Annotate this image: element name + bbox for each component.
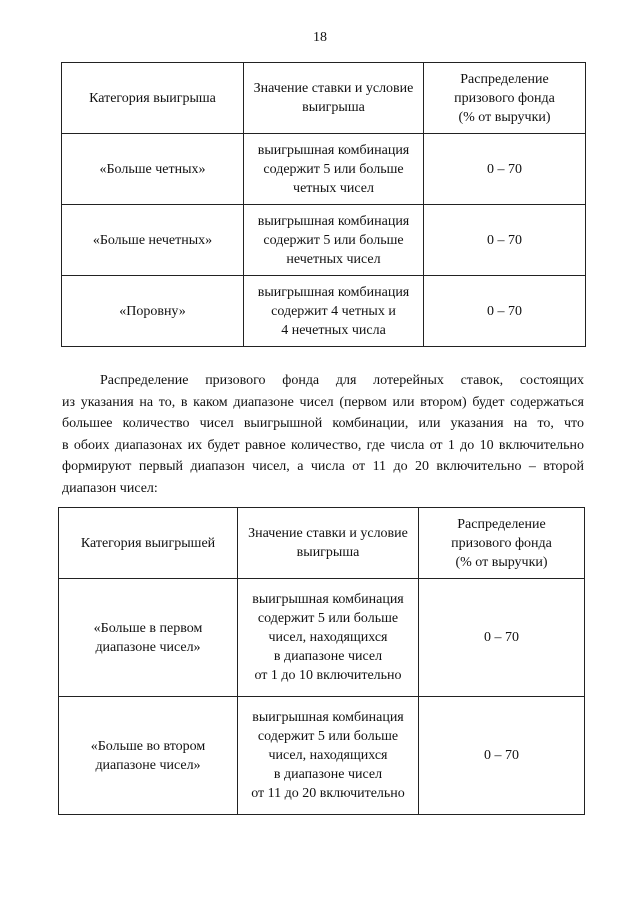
header-category: Категория выигрыша <box>62 63 244 134</box>
table-row <box>62 134 586 205</box>
category-cell: «Больше в первом диапазоне чисел» <box>59 579 238 697</box>
paragraph-line: в обоих диапазонах их будет равное количество, где числа от 1 до 10 включительно <box>62 437 584 453</box>
paragraph-line: из указания на то, в каком диапазоне чисел (первом или втором) будет содержаться <box>62 394 584 410</box>
paragraph-line: большее количество чисел выигрышной комбинации, или указания на то, что <box>62 416 584 431</box>
header-distribution: Распределение призового фонда (% от выручки) <box>419 508 585 579</box>
header-condition: Значение ставки и условие выигрыша <box>244 63 424 134</box>
header-condition: Значение ставки и условие выигрыша <box>238 508 419 579</box>
condition-cell: выигрышная комбинация содержит 5 или больше нечетных чисел <box>244 205 424 276</box>
header-category: Категория выигрышей <box>59 508 238 579</box>
category-cell: «Поровну» <box>62 276 244 347</box>
paragraph-line: диапазон чисел: <box>62 480 158 496</box>
prize-distribution-table-parity <box>61 62 586 347</box>
table-row <box>62 205 586 276</box>
category-cell: «Больше четных» <box>62 134 244 205</box>
distribution-cell: 0 – 70 <box>419 697 585 815</box>
condition-cell: выигрышная комбинация содержит 5 или больше четных чисел <box>244 134 424 205</box>
condition-cell: выигрышная комбинация содержит 5 или больше чисел, находящихся в диапазоне чисел от 11 до 20 включительно <box>238 697 419 815</box>
table-header-row <box>59 508 585 579</box>
distribution-cell: 0 – 70 <box>424 134 586 205</box>
condition-cell: выигрышная комбинация содержит 4 четных и 4 нечетных числа <box>244 276 424 347</box>
category-cell: «Больше во втором диапазоне чисел» <box>59 697 238 815</box>
table-row <box>59 579 585 697</box>
paragraph-line: формируют первый диапазон чисел, а числа от 11 до 20 включительно – второй <box>62 459 584 474</box>
body-paragraph <box>62 370 584 499</box>
distribution-cell: 0 – 70 <box>424 276 586 347</box>
distribution-cell: 0 – 70 <box>419 579 585 697</box>
category-cell: «Больше нечетных» <box>62 205 244 276</box>
prize-distribution-table-ranges <box>58 507 585 815</box>
page-number: 18 <box>313 30 327 45</box>
table-header-row <box>62 63 586 134</box>
distribution-cell: 0 – 70 <box>424 205 586 276</box>
condition-cell: выигрышная комбинация содержит 5 или больше чисел, находящихся в диапазоне чисел от 1 до 10 включительно <box>238 579 419 697</box>
paragraph-line: Распределение призового фонда для лотерейных ставок, состоящих <box>100 373 584 388</box>
table-row <box>62 276 586 347</box>
header-distribution: Распределение призового фонда (% от выручки) <box>424 63 586 134</box>
table-row <box>59 697 585 815</box>
